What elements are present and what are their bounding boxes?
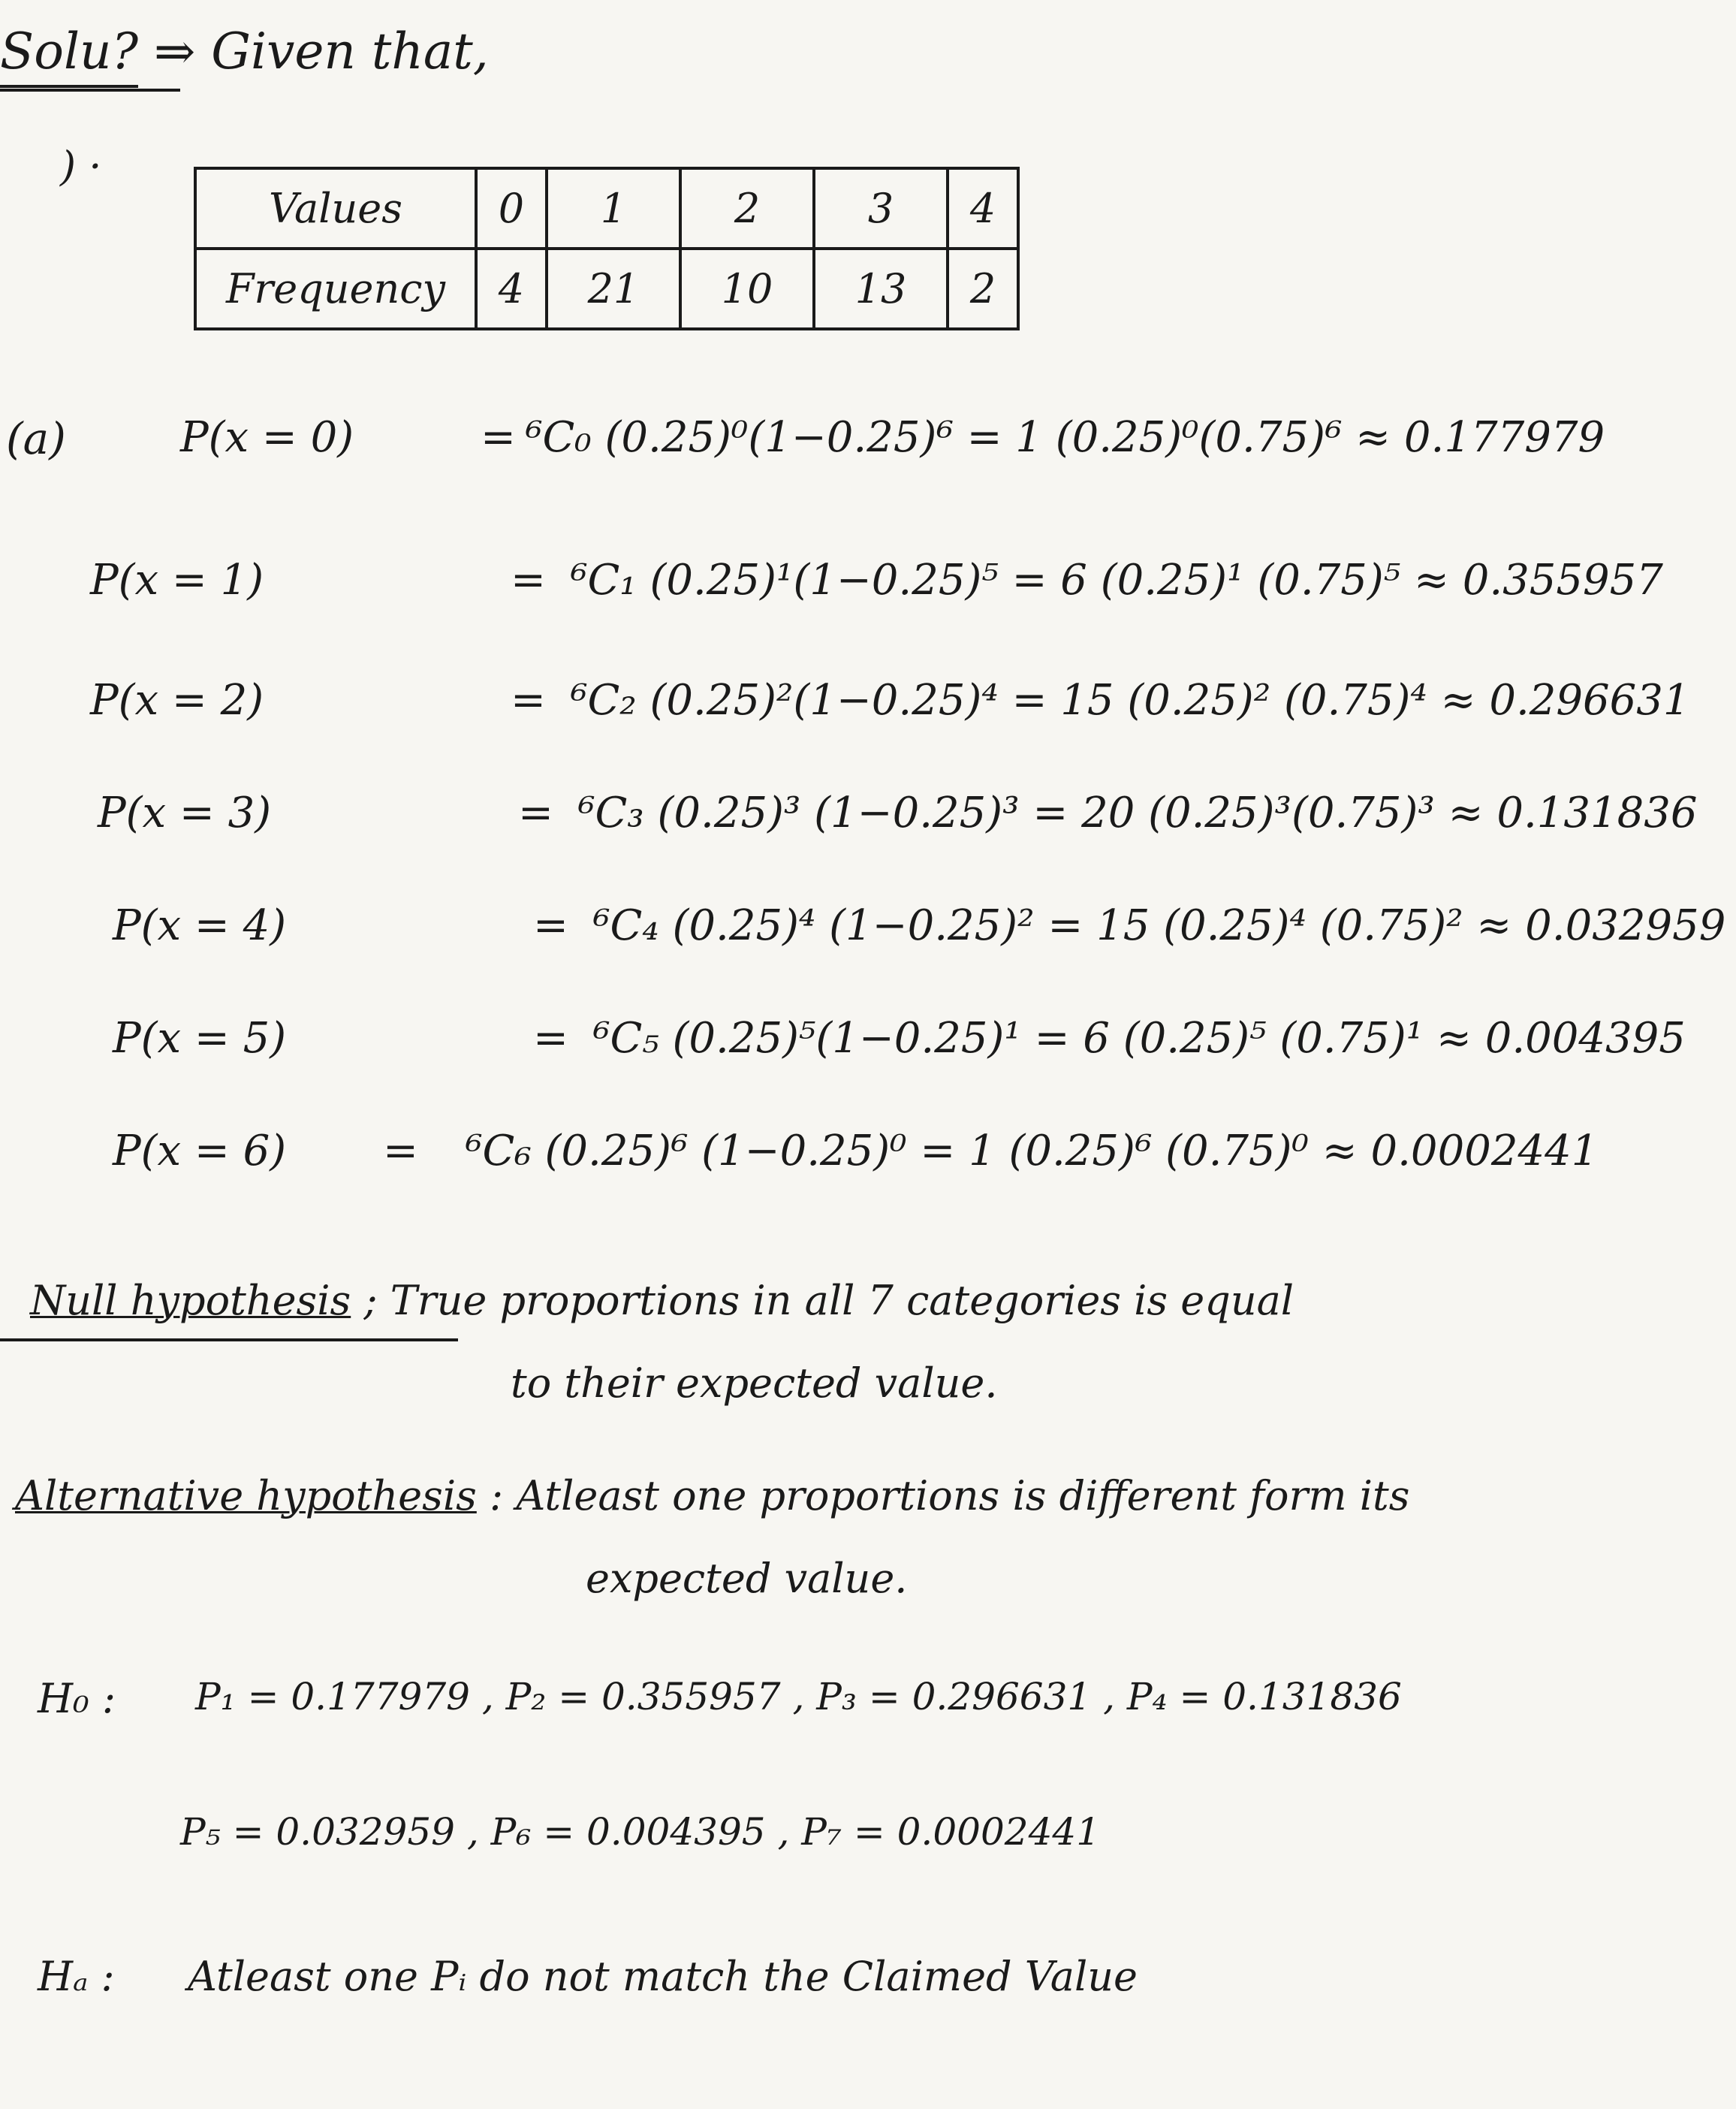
ha-label: Hₐ :: [38, 1953, 115, 2000]
alt-hypothesis-text: Atleast one proportions is different form its: [516, 1472, 1410, 1519]
equals-sign: =: [383, 1127, 418, 1175]
equals-sign: =: [511, 676, 546, 725]
frequency-row: [195, 249, 1018, 329]
null-hypothesis-separator: ;: [363, 1277, 378, 1324]
equals-sign: =: [511, 556, 546, 605]
frequency-table: [194, 167, 1020, 330]
arrow-icon: ⇒: [153, 23, 196, 80]
part-a-label: (a): [6, 413, 66, 464]
probability-lhs: P(x = 4): [113, 901, 287, 950]
null-hypothesis-label: Null hypothesis: [30, 1277, 351, 1324]
value-cell: 4: [948, 168, 1018, 249]
value-cell: 3: [814, 168, 948, 249]
equals-sign: =: [533, 901, 568, 950]
equals-sign: =: [481, 413, 516, 462]
probability-rhs: ⁶C₆ (0.25)⁶ (1−0.25)⁰ = 1 (0.25)⁶ (0.75)⁰ ≈ 0.0002441: [466, 1127, 1599, 1175]
alt-hypothesis-label: Alternative hypothesis: [15, 1472, 477, 1519]
alt-hypothesis-line1: [15, 1472, 1409, 1519]
frequency-cell: 13: [814, 249, 948, 329]
h0-values-line2: P₅ = 0.032959 , P₆ = 0.004395 , P₇ = 0.0002441: [180, 1810, 1100, 1854]
frequency-cell: 10: [680, 249, 814, 329]
probability-rhs: ⁶C₁ (0.25)¹(1−0.25)⁵ = 6 (0.25)¹ (0.75)⁵ ≈ 0.355957: [571, 556, 1663, 605]
solution-label: Solu?: [0, 23, 138, 88]
equals-sign: =: [533, 1014, 568, 1063]
probability-lhs: P(x = 0): [180, 413, 354, 462]
h0-values-line1: P₁ = 0.177979 , P₂ = 0.355957 , P₃ = 0.296631 , P₄ = 0.131836: [195, 1675, 1402, 1718]
frequency-cell: 4: [476, 249, 547, 329]
solution-heading: [0, 23, 489, 80]
probability-lhs: P(x = 2): [90, 676, 264, 725]
equals-sign: =: [518, 789, 553, 837]
probability-rhs: ⁶C₅ (0.25)⁵(1−0.25)¹ = 6 (0.25)⁵ (0.75)¹ ≈ 0.004395: [593, 1014, 1686, 1063]
null-hypothesis-text: True proportions in all 7 categories is equal: [390, 1277, 1294, 1324]
probability-lhs: P(x = 1): [90, 556, 264, 605]
heading-underline: [0, 89, 180, 92]
frequency-header: Frequency: [195, 249, 476, 329]
frequency-cell: 21: [547, 249, 680, 329]
value-cell: 2: [680, 168, 814, 249]
null-hypothesis-line1: [30, 1277, 1294, 1324]
bullet-mark: ) ·: [60, 143, 102, 190]
probability-rhs: ⁶C₀ (0.25)⁰(1−0.25)⁶ = 1 (0.25)⁰(0.75)⁶ ≈ 0.177979: [526, 413, 1605, 462]
probability-lhs: P(x = 5): [113, 1014, 287, 1063]
probability-lhs: P(x = 6): [113, 1127, 287, 1175]
ha-text: Atleast one Pᵢ do not match the Claimed Value: [188, 1953, 1138, 2000]
alt-hypothesis-separator: :: [489, 1472, 504, 1519]
null-hypothesis-line2: to their expected value.: [511, 1359, 998, 1407]
probability-rhs: ⁶C₂ (0.25)²(1−0.25)⁴ = 15 (0.25)² (0.75)⁴ ≈ 0.296631: [571, 676, 1690, 725]
values-row: [195, 168, 1018, 249]
values-header: Values: [195, 168, 476, 249]
frequency-cell: 2: [948, 249, 1018, 329]
probability-rhs: ⁶C₃ (0.25)³ (1−0.25)³ = 20 (0.25)³(0.75)³ ≈ 0.131836: [578, 789, 1698, 837]
probability-rhs: ⁶C₄ (0.25)⁴ (1−0.25)² = 15 (0.25)⁴ (0.75)² ≈ 0.032959: [593, 901, 1726, 950]
value-cell: 1: [547, 168, 680, 249]
value-cell: 0: [476, 168, 547, 249]
alt-hypothesis-line2: expected value.: [586, 1555, 908, 1602]
given-text: Given that,: [211, 23, 489, 80]
probability-lhs: P(x = 3): [98, 789, 272, 837]
h0-label: H₀ :: [38, 1675, 116, 1722]
null-hypothesis-underline: [0, 1338, 458, 1341]
